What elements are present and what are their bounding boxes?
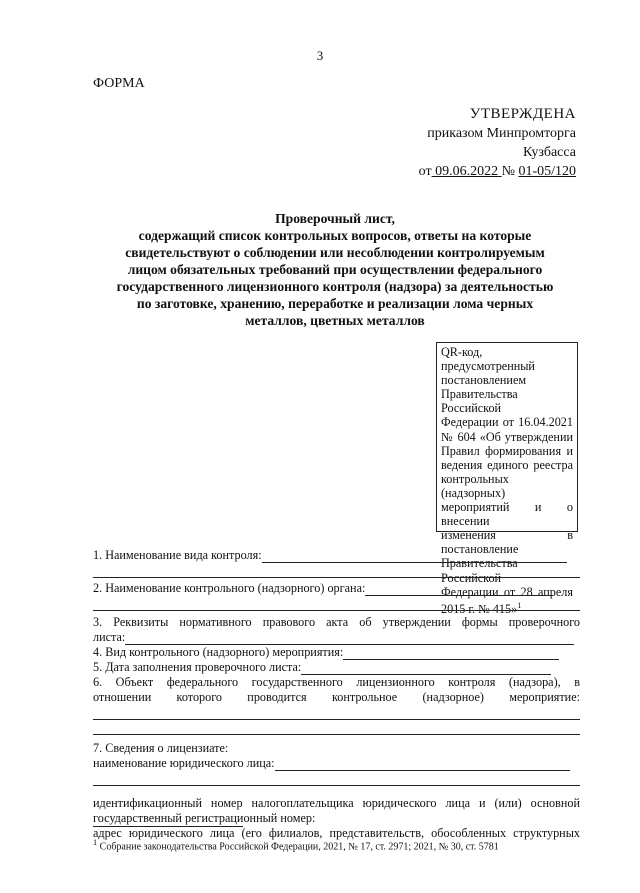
qr-text-line: мероприятий и о внесении (441, 500, 573, 529)
footnote-ref: 1 (517, 600, 522, 610)
form-label: ФОРМА (93, 76, 145, 91)
approval-date-prefix: от (418, 164, 432, 179)
field-label: 2. Наименование контрольного (надзорного) органа: (93, 581, 366, 595)
field-licensee-heading: 7. Сведения о лицензиате: (93, 741, 229, 755)
qr-text-line: изменения в постановление (441, 528, 573, 557)
qr-text-line: Правительства Российской (441, 556, 518, 585)
title-line: государственного лицензионного контроля (надзора) за деятельностью (116, 279, 554, 294)
title-line: металлов, цветных металлов (245, 313, 425, 328)
field-inn-line1: идентификационный номер налогоплательщика юридического лица и (или) основной (93, 796, 580, 810)
document-title (90, 210, 580, 329)
field-label: 4. Вид контрольного (надзорного) мероприятия: (93, 645, 344, 659)
footnote-text: Собрание законодательства Российской Федерации, 2021, № 17, ст. 2971; 2021, № 30, ст. 5781 (99, 841, 499, 853)
field-address-line1: адрес юридического лица (его филиалов, представительств, обособленных структурных (93, 826, 580, 840)
form-fields (93, 548, 580, 841)
field-input-line[interactable] (275, 759, 570, 771)
approval-line-1: приказом Минпромторга (427, 126, 576, 141)
qr-text-line: ведения единого реестра (441, 457, 573, 472)
title-line: содержащий список контрольных вопросов, ответы на которые (138, 228, 532, 243)
field-fill-date (93, 660, 580, 675)
title-line: лицом обязательных требований при осуществлении федерального (127, 262, 543, 277)
title-line: Проверочный лист, (275, 211, 395, 226)
qr-text-line: Правил формирования и (441, 443, 573, 458)
field-authority (93, 581, 580, 596)
field-label: наименование юридического лица: (93, 756, 275, 770)
field-event-type (93, 645, 580, 660)
approval-date-line (376, 162, 576, 181)
field-label: листа: (93, 630, 126, 644)
qr-text-line: Федерации от 16.04.2021 (441, 415, 573, 430)
qr-text-line: QR-код, предусмотренный (441, 345, 535, 374)
qr-text-line: контрольных (надзорных) (441, 471, 509, 500)
field-object-line1: 6. Объект федерального государственного лицензионного контроля (надзора), в (93, 675, 580, 689)
field-input-line[interactable] (93, 771, 580, 786)
field-legal-act-line1: 3. Реквизиты нормативного правового акта об утверждении формы проверочного (93, 615, 580, 629)
qr-text-line: № 604 «Об утверждении (441, 429, 573, 444)
footnote-mark: 1 (93, 838, 98, 847)
field-object-line2: отношении которого проводится контрольное (надзорное) мероприятие: (93, 690, 580, 704)
approval-number: 01-05/120 (518, 164, 576, 179)
field-input-line[interactable] (93, 596, 580, 611)
approval-heading: УТВЕРЖДЕНА (469, 106, 576, 122)
field-legal-entity-name (93, 756, 580, 771)
qr-text-line: Федерации от 28 апреля (441, 584, 573, 599)
title-line: свидетельствуют о соблюдении или несоблюдении контролируемым (125, 245, 545, 260)
field-label: государственный регистрационный номер: (93, 811, 316, 825)
field-input-line[interactable] (125, 633, 574, 645)
field-input-line[interactable] (93, 720, 580, 735)
field-input-line[interactable] (343, 648, 559, 660)
field-input-line[interactable] (93, 705, 580, 720)
field-label: 5. Дата заполнения проверочного листа: (93, 660, 302, 674)
qr-text-line: постановлением (441, 373, 527, 388)
approval-date: 09.06.2022 (435, 164, 499, 179)
qr-text-line: Правительства Российской (441, 387, 518, 416)
field-input-line[interactable] (262, 551, 567, 563)
qr-text-last-line: 2015 г. № 415»$^1$ (441, 600, 522, 616)
field-input-line[interactable] (301, 663, 551, 675)
footnote-divider (93, 826, 243, 827)
approval-block (376, 105, 576, 181)
field-ogrn (93, 811, 580, 826)
field-input-line[interactable] (365, 584, 553, 596)
field-label: 1. Наименование вида контроля: (93, 548, 262, 562)
approval-number-prefix: № (501, 164, 515, 179)
page-number: 3 (316, 48, 324, 63)
field-input-line[interactable] (93, 563, 580, 578)
field-legal-act (93, 630, 580, 645)
title-line: по заготовке, хранению, переработке и реализации лома черных (136, 296, 534, 311)
field-control-type (93, 548, 580, 563)
approval-line-2: Кузбасса (523, 145, 576, 160)
qr-code-box (436, 342, 578, 616)
footnote (93, 838, 499, 852)
